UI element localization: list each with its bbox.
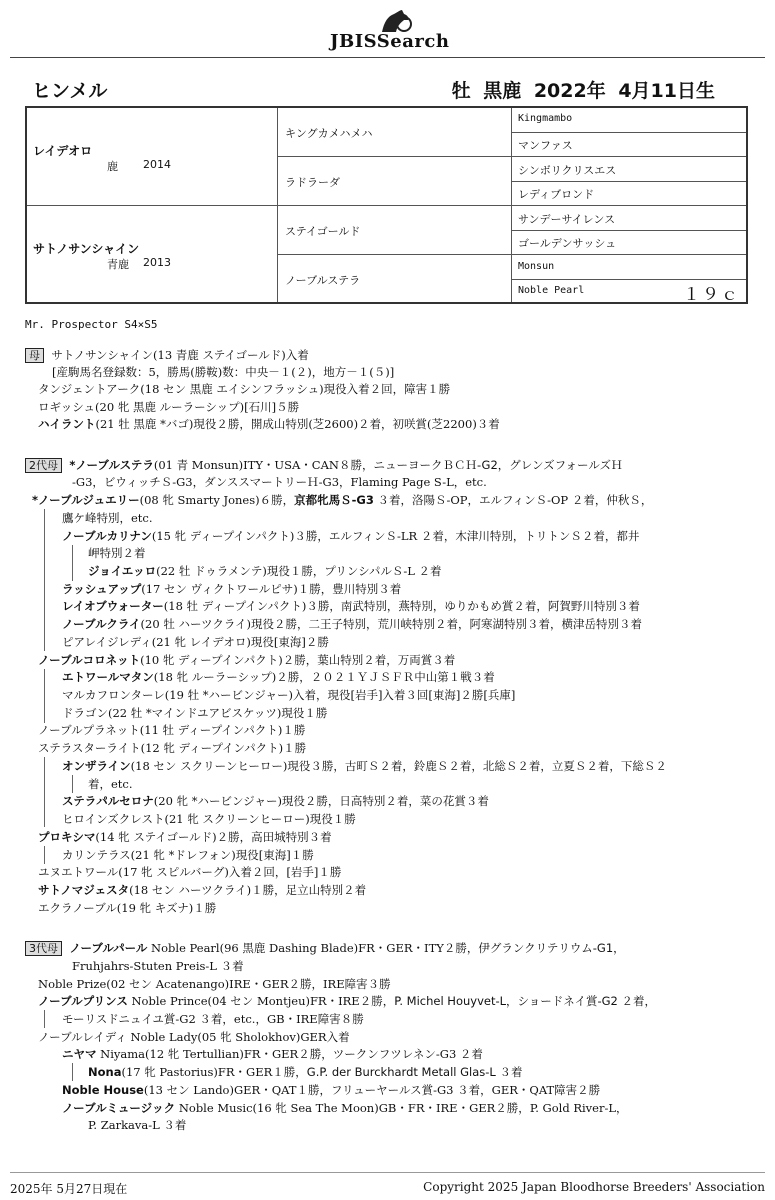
gen3-dam-record2: 伊グランクリテリウム-G1， [478, 941, 625, 955]
tree-bar [44, 509, 45, 651]
progeny-record: (20 牝 *ハービンジャー)現役２勝，日高特別２着，菜の花賞３着 [153, 794, 489, 808]
progeny-record: (10 牝 ディープインパクト)２勝，葉山特別２着，万両賞３着 [140, 653, 456, 667]
divider [511, 230, 746, 231]
gen3-line: Fruhjahrs-Stuten Preis-L ３着 [72, 959, 244, 973]
progeny-line: タンジェントアーク(18 セン 黒鹿 エイシンフラッシュ)現役入着２回，障害１勝 [38, 382, 451, 396]
gen3-name: シンボリクリスエス [518, 164, 617, 177]
gen3-name: サンデーサイレンス [518, 213, 616, 226]
progeny-record: (17 牝 Pastorius)FR・GER１勝， [121, 1065, 307, 1079]
gen2-line [62, 598, 640, 614]
divider [277, 205, 511, 206]
divider [511, 205, 746, 206]
progeny-name: ノーブルミュージック [62, 1101, 176, 1115]
progeny-record: (18 牝 ルーラーシップ)２勝，２０２１ＹＪＳＦＲ中山第１戦３着 [153, 670, 495, 684]
gen3-name: Kingmambo [518, 113, 573, 124]
gen2-line [38, 829, 332, 845]
progeny-name: ハイラント [38, 417, 96, 431]
gen3-name: ゴールデンサッシュ [518, 237, 617, 250]
progeny-record: (18 牡 ディープインパクト)３勝，南武特別，燕特別，ゆりかもめ賞２着，阿賀野川特別３着 [163, 599, 640, 613]
gen2-line [62, 758, 667, 774]
progeny-record: (17 セン ヴィクトワールピサ)１勝，豊川特別３着 [141, 582, 402, 596]
gen3-name: マンファス [518, 139, 573, 152]
gen3-line: モーリスドニュイユ賞-G2 ３着，etc.，GB・IRE障害８勝 [62, 1012, 364, 1026]
horse-meta: 牡 黒鹿 2022年 4月11日生 [451, 80, 715, 102]
gen2-line [88, 563, 442, 579]
progeny-record: ３着，洛陽Ｓ-OP，エルフィンＳ-OP ２着，仲秋Ｓ， [373, 493, 653, 507]
gen3-line: ノーブルレイディ Noble Lady(05 牝 Sholokhov)GER入着 [38, 1030, 350, 1044]
sire-cell [27, 108, 277, 205]
progeny-record: P. Gold River-L， [529, 1101, 628, 1115]
gen3-line [62, 1100, 628, 1116]
gen2-line: ノーブルプラネット(11 牡 ディープインパクト)１勝 [38, 723, 306, 737]
progeny-name: ノーブルプリンス [38, 994, 128, 1008]
progeny-record: (18 セン ハーツクライ)１勝，足立山特別２着 [129, 883, 367, 897]
dam-line [25, 347, 309, 363]
gen2-line [62, 669, 495, 685]
progeny-record: (13 セン Lando)GER・QAT１勝， [143, 1083, 331, 1097]
gen3-dam-record: Noble Pearl(96 黒鹿 Dashing Blade)FR・GER・ITY２勝， [147, 941, 479, 955]
progeny-grade: 京都牝馬Ｓ-G3 [294, 493, 374, 507]
divider [277, 156, 511, 157]
progeny-record: (08 牝 Smarty Jones)６勝， [139, 493, 295, 507]
gen2-line [62, 793, 489, 809]
progeny-line: ロギッシュ(20 牝 黒鹿 ルーラーシップ)[石川]５勝 [38, 400, 300, 414]
progeny-name: プロキシマ [38, 830, 96, 844]
gen2-tag: 2代母 [25, 458, 62, 473]
gen3-line [38, 993, 656, 1009]
gen3-line: P. Zarkava-L ３着 [88, 1118, 187, 1132]
progeny-record: (22 牡 ドゥラメンテ)現役１勝，プリンシパルＳ-L ２着 [156, 564, 442, 578]
progeny-record: Noble Prince(04 セン Montjeu)FR・IRE２勝， [127, 994, 395, 1008]
tree-bar [44, 1010, 45, 1028]
gen2-line [62, 616, 642, 632]
gen2-line: 岬特別２着 [88, 546, 146, 560]
inbreeding-note: Mr. Prospector S4×S5 [25, 318, 158, 331]
progeny-record: ツークンフツレネン-G3 [332, 1047, 457, 1061]
gen3-tag: 3代母 [25, 941, 62, 956]
progeny-name: Nona [88, 1065, 122, 1079]
progeny-name: ニヤマ [62, 1047, 97, 1061]
gen3-line [88, 1064, 523, 1080]
gen2-line [38, 652, 455, 668]
divider [511, 132, 746, 133]
sire-color: 鹿 [107, 160, 118, 173]
divider [511, 181, 746, 182]
dam-name: サトノサンシャイン [33, 242, 140, 256]
progeny-record: (21 牡 黒鹿 *バゴ)現役２勝，開成山特別(芝2600)２着，初咲賞(芝2200)３着 [95, 417, 500, 431]
dam-summary: サトノサンシャイン(13 青鹿 ステイゴールド)入着 [51, 348, 309, 362]
progeny-name: オンザライン [62, 759, 131, 773]
logo-text-jbis: JBIS [330, 31, 377, 52]
pedigree-table [25, 106, 748, 304]
gen2-line [32, 492, 652, 508]
logo-text [330, 31, 449, 52]
header-rule [10, 57, 765, 58]
tree-bar [44, 757, 45, 827]
progeny-record: (14 牝 ステイゴールド)２勝，高田城特別３着 [95, 830, 332, 844]
sire-year: 2014 [143, 158, 171, 171]
gen2-name: ステイゴールド [285, 225, 361, 238]
copyright: Copyright 2025 Japan Bloodhorse Breeders' Association [423, 1180, 765, 1194]
footer-rule [10, 1172, 765, 1173]
progeny-record: ２着 [456, 1047, 483, 1061]
progeny-name: *ノーブルジュエリー [32, 493, 140, 507]
gen3-line: Noble Prize(02 セン Acatenango)IRE・GER２勝，IRE障害３勝 [38, 977, 391, 991]
jbis-logo [330, 8, 460, 54]
gen2-line: ユヌエトワール(17 牝 スピルバーグ)入着２回，[岩手]１勝 [38, 865, 342, 879]
dam-color: 青鹿 [107, 258, 129, 271]
gen3-line [25, 940, 625, 956]
progeny-name: ノーブルコロネット [38, 653, 141, 667]
divider [511, 279, 746, 280]
dam-year: 2013 [143, 256, 171, 269]
gen2-name: キングカメハメハ [285, 127, 373, 140]
gen3-line [62, 1082, 600, 1098]
progeny-record: ２着， [617, 994, 656, 1008]
progeny-name: Noble House [62, 1083, 144, 1097]
tree-bar [44, 669, 45, 723]
progeny-line [38, 416, 500, 432]
progeny-record: (18 セン スクリーンヒーロー)現役３勝，古町Ｓ２着，鈴鹿Ｓ２着，北総Ｓ２着，立夏Ｓ２着，下総Ｓ２ [130, 759, 667, 773]
progeny-record: フリューヤールス賞-G3 [330, 1083, 454, 1097]
gen2-line: ヒロインズクレスト(21 牝 スクリーンヒーロー)現役１勝 [62, 812, 356, 826]
gen2-line: エクラノーブル(19 牝 キズナ)１勝 [38, 901, 217, 915]
gen2-line: カリンテラス(21 牝 *ドレフォン)現役[東海]１勝 [62, 848, 314, 862]
progeny-record: (15 牝 ディープインパクト)３勝，エルフィンＳ-LR ２着，木津川特別，トリトンＳ２着，都井 [151, 529, 640, 543]
divider [277, 254, 511, 255]
progeny-record: Niyama(12 牝 Tertullian)FR・GER２勝， [96, 1047, 333, 1061]
dam-stats: [産駒馬名登録数：5，勝馬(勝鞍)数：中央－１(２)，地方－１(５)] [52, 365, 395, 379]
gen2-line: 着，etc. [88, 777, 133, 791]
progeny-name: ラッシュアップ [62, 582, 142, 596]
gen3-name: Monsun [518, 261, 555, 272]
progeny-name: サトノマジェスタ [38, 883, 130, 897]
gen2-line: ドラゴン(22 牡 *マインドユアビスケッツ)現役１勝 [62, 706, 328, 720]
gen3-dam-name: ノーブルパール [69, 941, 148, 955]
gen2-line [62, 581, 401, 597]
progeny-record: (20 牡 ハーツクライ)現役２勝，二王子特別，荒川峡特別２着，阿寒湖特別３着，横津岳特別３着 [140, 617, 643, 631]
gen3-line [62, 1046, 483, 1062]
gen2-dam-record2: ニューヨークＢＣＨ-G2，グレンズフォールズＨ [373, 458, 623, 472]
progeny-name: エトワールマタン [62, 670, 154, 684]
gen2-line: 鷹ケ峰特別，etc. [62, 511, 153, 525]
gen2-line: マルカフロンターレ(19 牡 *ハービンジャー)入着，現役[岩手]入着３回[東海]２勝[兵庫] [62, 688, 516, 702]
progeny-name: ノーブルカリナン [62, 529, 152, 543]
tree-bar [72, 545, 73, 581]
progeny-record: P. Michel Houyvet-L，ショードネイ賞-G2 [394, 994, 618, 1008]
gen2-line [38, 882, 366, 898]
gen2-line [62, 528, 639, 544]
dam-tag: 母 [25, 348, 44, 363]
as-of-date: 2025年 5月27日現在 [10, 1182, 128, 1196]
progeny-record: ３着 [495, 1065, 523, 1079]
divider [511, 156, 746, 157]
progeny-record: ３着，GER・QAT障害２勝 [453, 1083, 601, 1097]
gen2-dam-name: *ノーブルステラ [69, 458, 154, 472]
progeny-record: G.P. der Burckhardt Metall Glas-L [306, 1065, 496, 1079]
progeny-name: ノーブルクライ [62, 617, 141, 631]
gen2-line: ピアレイジレディ(21 牝 レイデオロ)現役[東海]２勝 [62, 635, 329, 649]
dam-cell [27, 206, 277, 302]
gen2-name: ノーブルステラ [285, 274, 361, 287]
tree-bar [44, 846, 45, 864]
progeny-name: ステラパルセロナ [62, 794, 154, 808]
tree-bar [72, 1063, 73, 1081]
gen2-line: -G3，ビウィッチＳ-G3，ダンススマートリーＨ-G3，Flaming Page S-L，etc. [72, 475, 487, 489]
gen2-dam-record: (01 青 Monsun)ITY・USA・CAN８勝， [153, 458, 374, 472]
gen3-name: Noble Pearl [518, 285, 585, 296]
gen2-line: ステラスターライト(12 牝 ディープインパクト)１勝 [38, 741, 307, 755]
logo-text-search: Search [376, 31, 450, 52]
sire-name: レイデオロ [33, 144, 93, 158]
horse-name: ヒンメル [32, 80, 108, 102]
progeny-record: Noble Music(16 牝 Sea The Moon)GB・FR・IRE・GER２勝， [175, 1101, 530, 1115]
gen2-line [25, 457, 622, 473]
progeny-name: ジョイエッロ [88, 564, 157, 578]
family-number: １９ｃ [683, 285, 740, 305]
progeny-name: レイオブウォーター [62, 599, 164, 613]
gen2-name: ラドラーダ [285, 176, 340, 189]
gen3-name: レディブロンド [518, 188, 595, 201]
tree-bar [72, 775, 73, 793]
divider [511, 254, 746, 255]
